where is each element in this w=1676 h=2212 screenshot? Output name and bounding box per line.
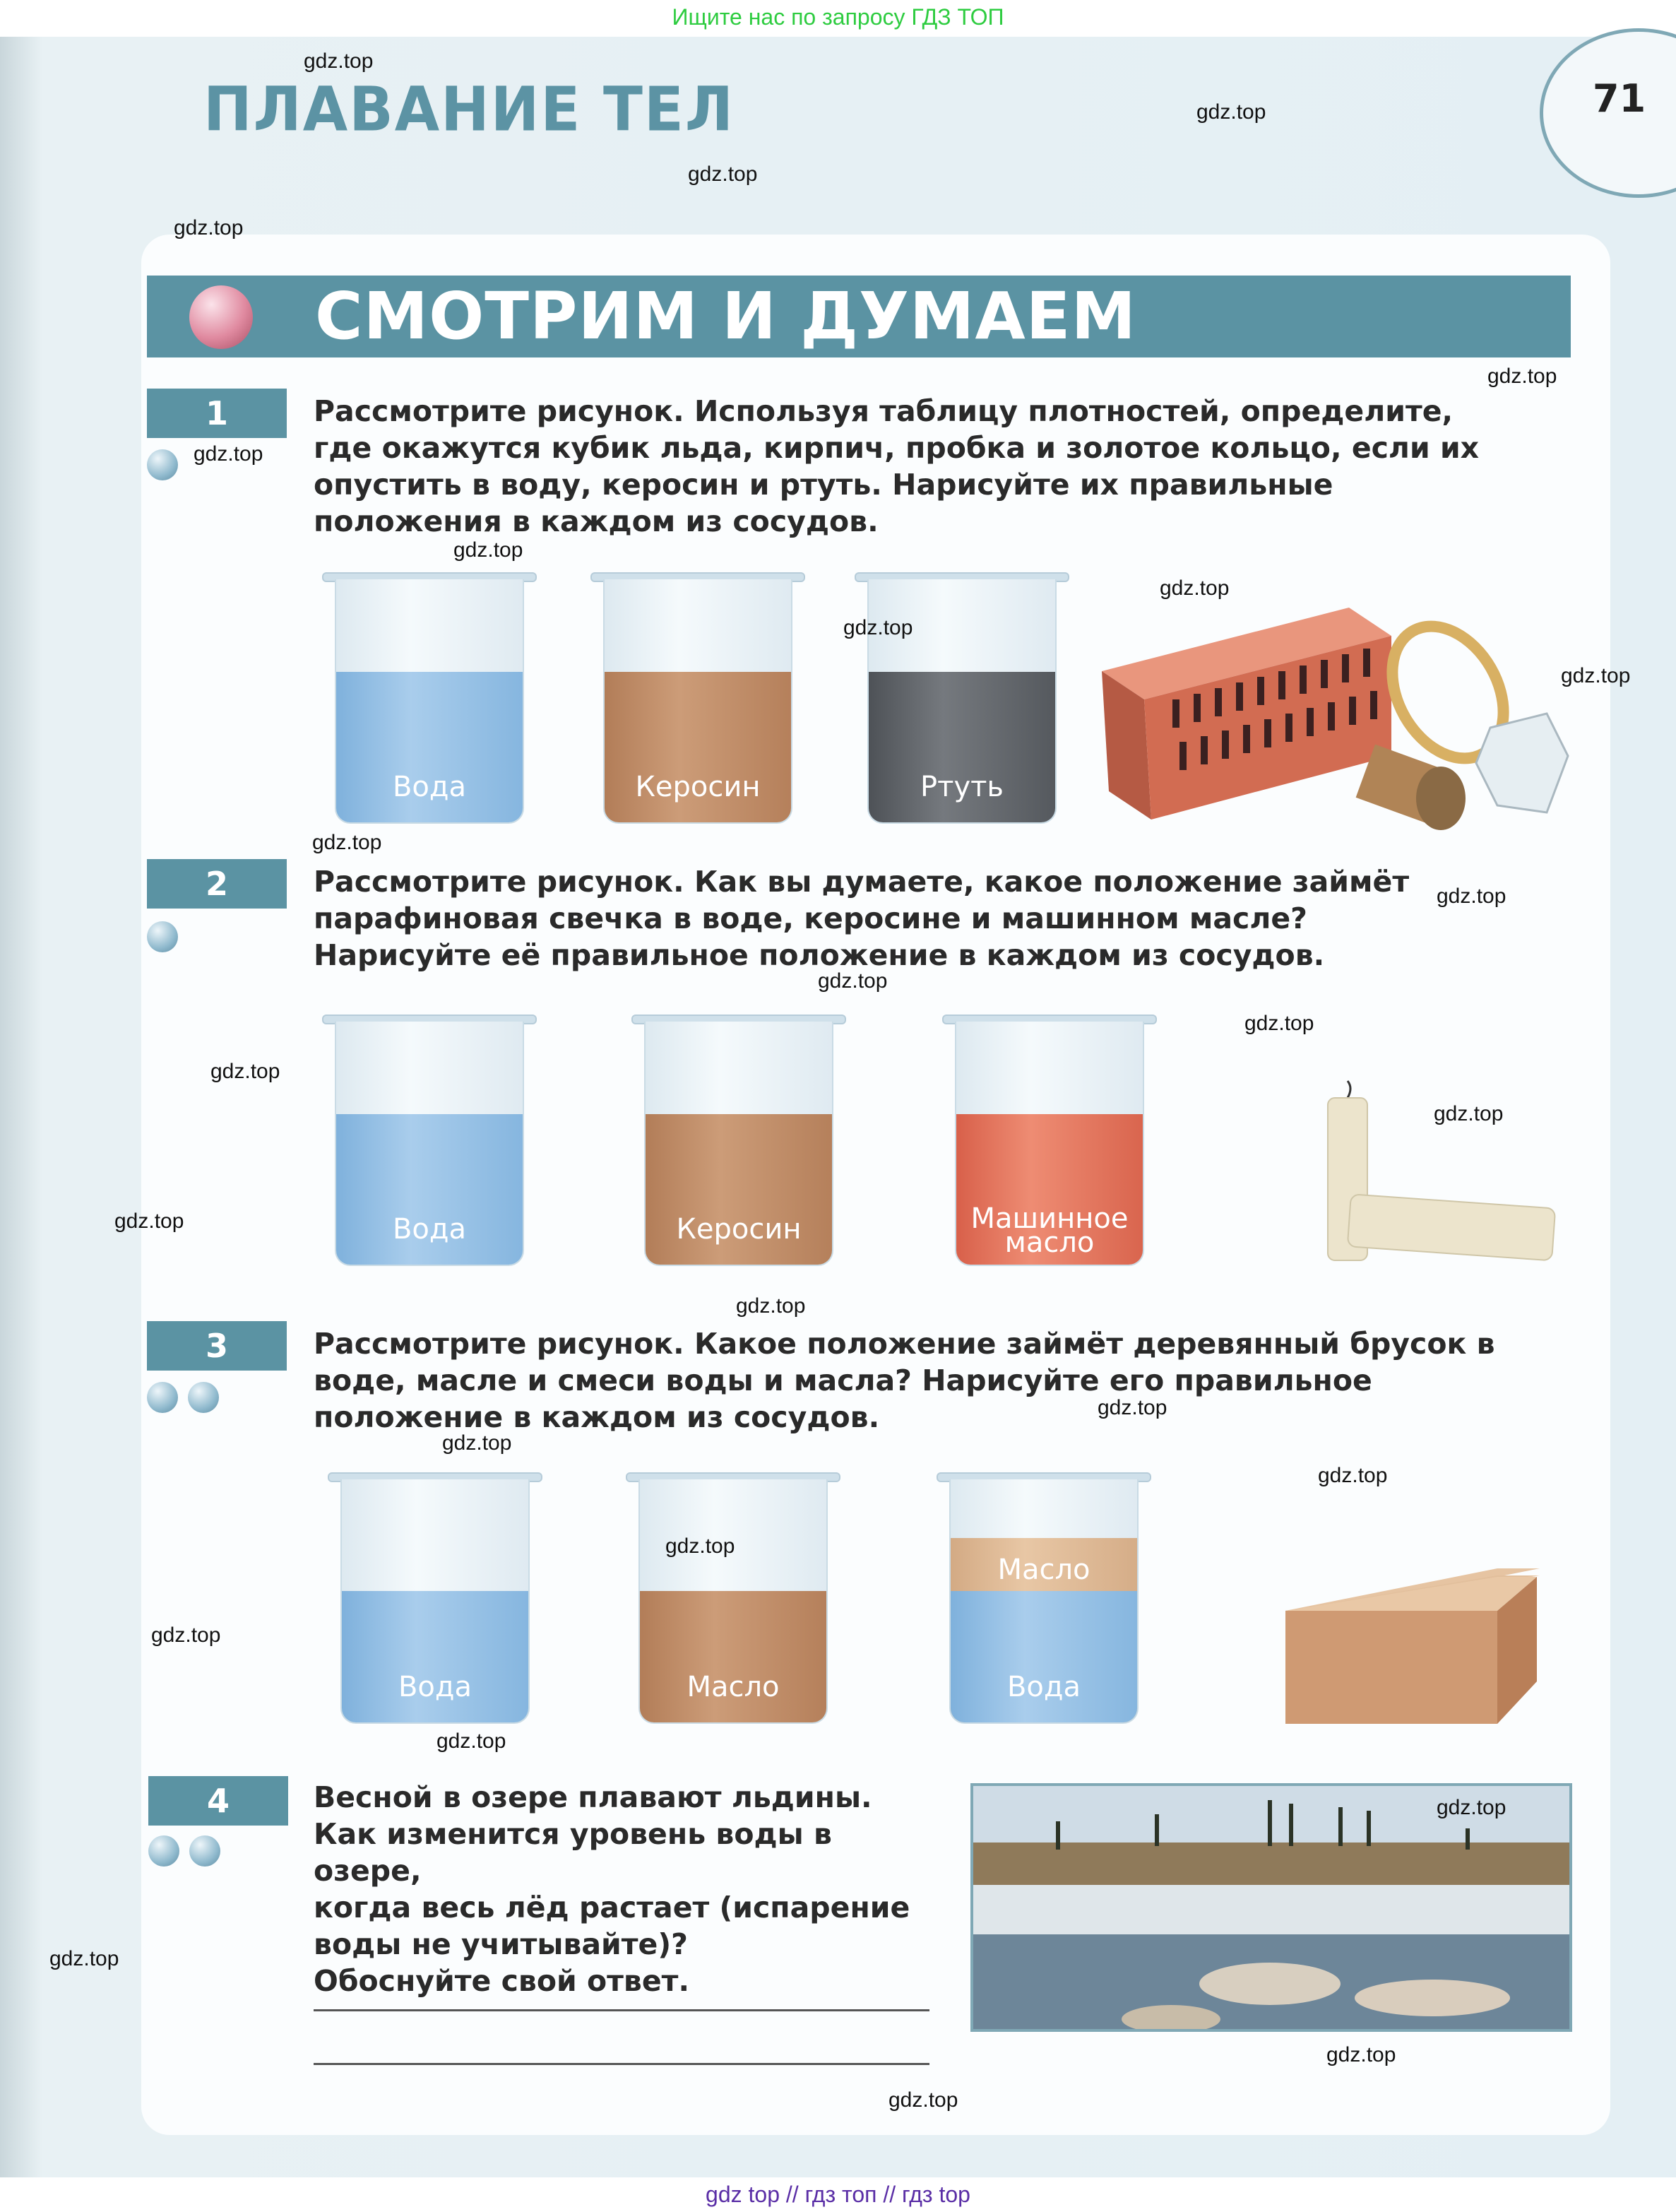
difficulty-dot-icon (147, 921, 178, 952)
watermark: gdz.top (442, 1431, 512, 1455)
vessel-label: Вода (398, 1671, 473, 1703)
vessel-mercury (855, 572, 1069, 824)
watermark: gdz.top (888, 2088, 958, 2112)
task-1-text: Рассмотрите рисунок. Используя таблицу плотностей, определите, где окажутся кубик льда, кирпич, пробка и золотое кольцо, если их опустить в воду, керосин и ртуть. Нарисуйте их правильные положения в каждом из сосудов. (314, 394, 1480, 538)
watermark: gdz.top (1437, 885, 1506, 908)
vessel-kerosene (631, 1015, 846, 1266)
watermark: gdz.top (151, 1623, 221, 1647)
vessel-label: Масло (997, 1554, 1090, 1586)
search-hint-banner[interactable]: Ищите нас по запросу ГДЗ ТОП (0, 0, 1676, 37)
task-4-line: когда весь лёд растает (испарение (314, 1891, 910, 1924)
vessel-label: Ртуть (920, 771, 1004, 803)
candle-icon (1348, 1194, 1555, 1260)
vessel-label: Вода (392, 771, 467, 803)
brick-icon (1102, 608, 1391, 820)
vessel-oil-water-mix (937, 1472, 1151, 1724)
wooden-block-illustration (1285, 1568, 1547, 1724)
watermark: gdz.top (194, 442, 263, 466)
footer-links[interactable]: gdz top // гдз топ // гдз top (0, 2177, 1676, 2212)
vessel-label: Вода (1006, 1671, 1081, 1703)
answer-line[interactable] (314, 2063, 929, 2065)
watermark: gdz.top (1244, 1012, 1314, 1035)
watermark: gdz.top (1098, 1396, 1167, 1419)
task-4-text (314, 1779, 935, 1999)
watermark: gdz.top (174, 216, 244, 239)
wooden-block-icon (1285, 1611, 1497, 1724)
difficulty-dot-icon (147, 449, 178, 480)
watermark: gdz.top (1318, 1464, 1388, 1487)
watermark: gdz.top (436, 1729, 506, 1753)
watermark: gdz.top (312, 831, 382, 854)
vessel-kerosene (590, 572, 805, 824)
vessel-water (322, 1015, 537, 1266)
watermark: gdz.top (665, 1534, 735, 1558)
vessel-oil (626, 1472, 840, 1724)
difficulty-dot-icon (148, 1835, 179, 1867)
vessel-water (322, 572, 537, 824)
difficulty-dot-icon (188, 1382, 219, 1413)
watermark: gdz.top (1487, 365, 1557, 388)
watermark: gdz.top (688, 162, 758, 186)
vessel-label: Масло (687, 1671, 780, 1703)
watermark: gdz.top (818, 969, 888, 993)
difficulty-dot-icon (189, 1835, 220, 1867)
task-2-text: Рассмотрите рисунок. Как вы думаете, какое положение займёт парафиновая свечка в воде, керосине и машинном масле? Нарисуйте её правильное положение в каждом из сосудов. (314, 865, 1410, 972)
task-3-text: Рассмотрите рисунок. Какое положение займёт деревянный брусок в воде, масле и смеси воды и масла? Нарисуйте его правильное положение в каждом из сосудов. (314, 1327, 1495, 1434)
page-title: ПЛАВАНИЕ ТЕЛ (203, 74, 735, 146)
task-4-line: Как изменится уровень воды в озере, (314, 1817, 832, 1888)
watermark: gdz.top (843, 616, 913, 639)
vessel-label: Керосин (635, 771, 761, 803)
vessel-machine-oil (942, 1015, 1157, 1266)
pink-ball-icon (189, 285, 253, 349)
vessel-water (328, 1472, 542, 1724)
watermark: gdz.top (1326, 2043, 1396, 2066)
vessel-label: Машинное масло (970, 1202, 1129, 1259)
brick-ring-cork-ice-illustration (1095, 593, 1575, 834)
watermark: gdz.top (1160, 576, 1230, 600)
watermark: gdz.top (1434, 1102, 1504, 1125)
vessel-label: Керосин (676, 1213, 802, 1246)
task-4-line: Весной в озере плавают льдины. (314, 1780, 872, 1814)
task-number-2: 2 (147, 859, 287, 909)
task-4-line: воды не учитывайте)? (314, 1927, 688, 1961)
ice-cube-icon (1476, 714, 1568, 812)
watermark: gdz.top (1437, 1796, 1506, 1819)
lake-ice-photo (970, 1783, 1572, 2032)
watermark: gdz.top (453, 538, 523, 562)
watermark: gdz.top (49, 1947, 119, 1970)
watermark: gdz.top (114, 1209, 184, 1233)
task-number-3: 3 (147, 1321, 287, 1371)
task-4-line: Обоснуйте свой ответ. (314, 1964, 690, 1998)
watermark: gdz.top (1561, 664, 1631, 687)
section-title: СМОТРИМ И ДУМАЕМ (315, 278, 1137, 354)
watermark: gdz.top (210, 1060, 280, 1083)
task-number-4: 4 (148, 1776, 288, 1826)
answer-line[interactable] (314, 2009, 929, 2011)
task-number-1: 1 (147, 389, 287, 438)
watermark: gdz.top (1196, 100, 1266, 124)
watermark: gdz.top (304, 49, 374, 73)
watermark: gdz.top (736, 1294, 806, 1318)
difficulty-dot-icon (147, 1382, 178, 1413)
page-number: 71 (1593, 76, 1646, 121)
vessel-label: Вода (392, 1213, 467, 1246)
